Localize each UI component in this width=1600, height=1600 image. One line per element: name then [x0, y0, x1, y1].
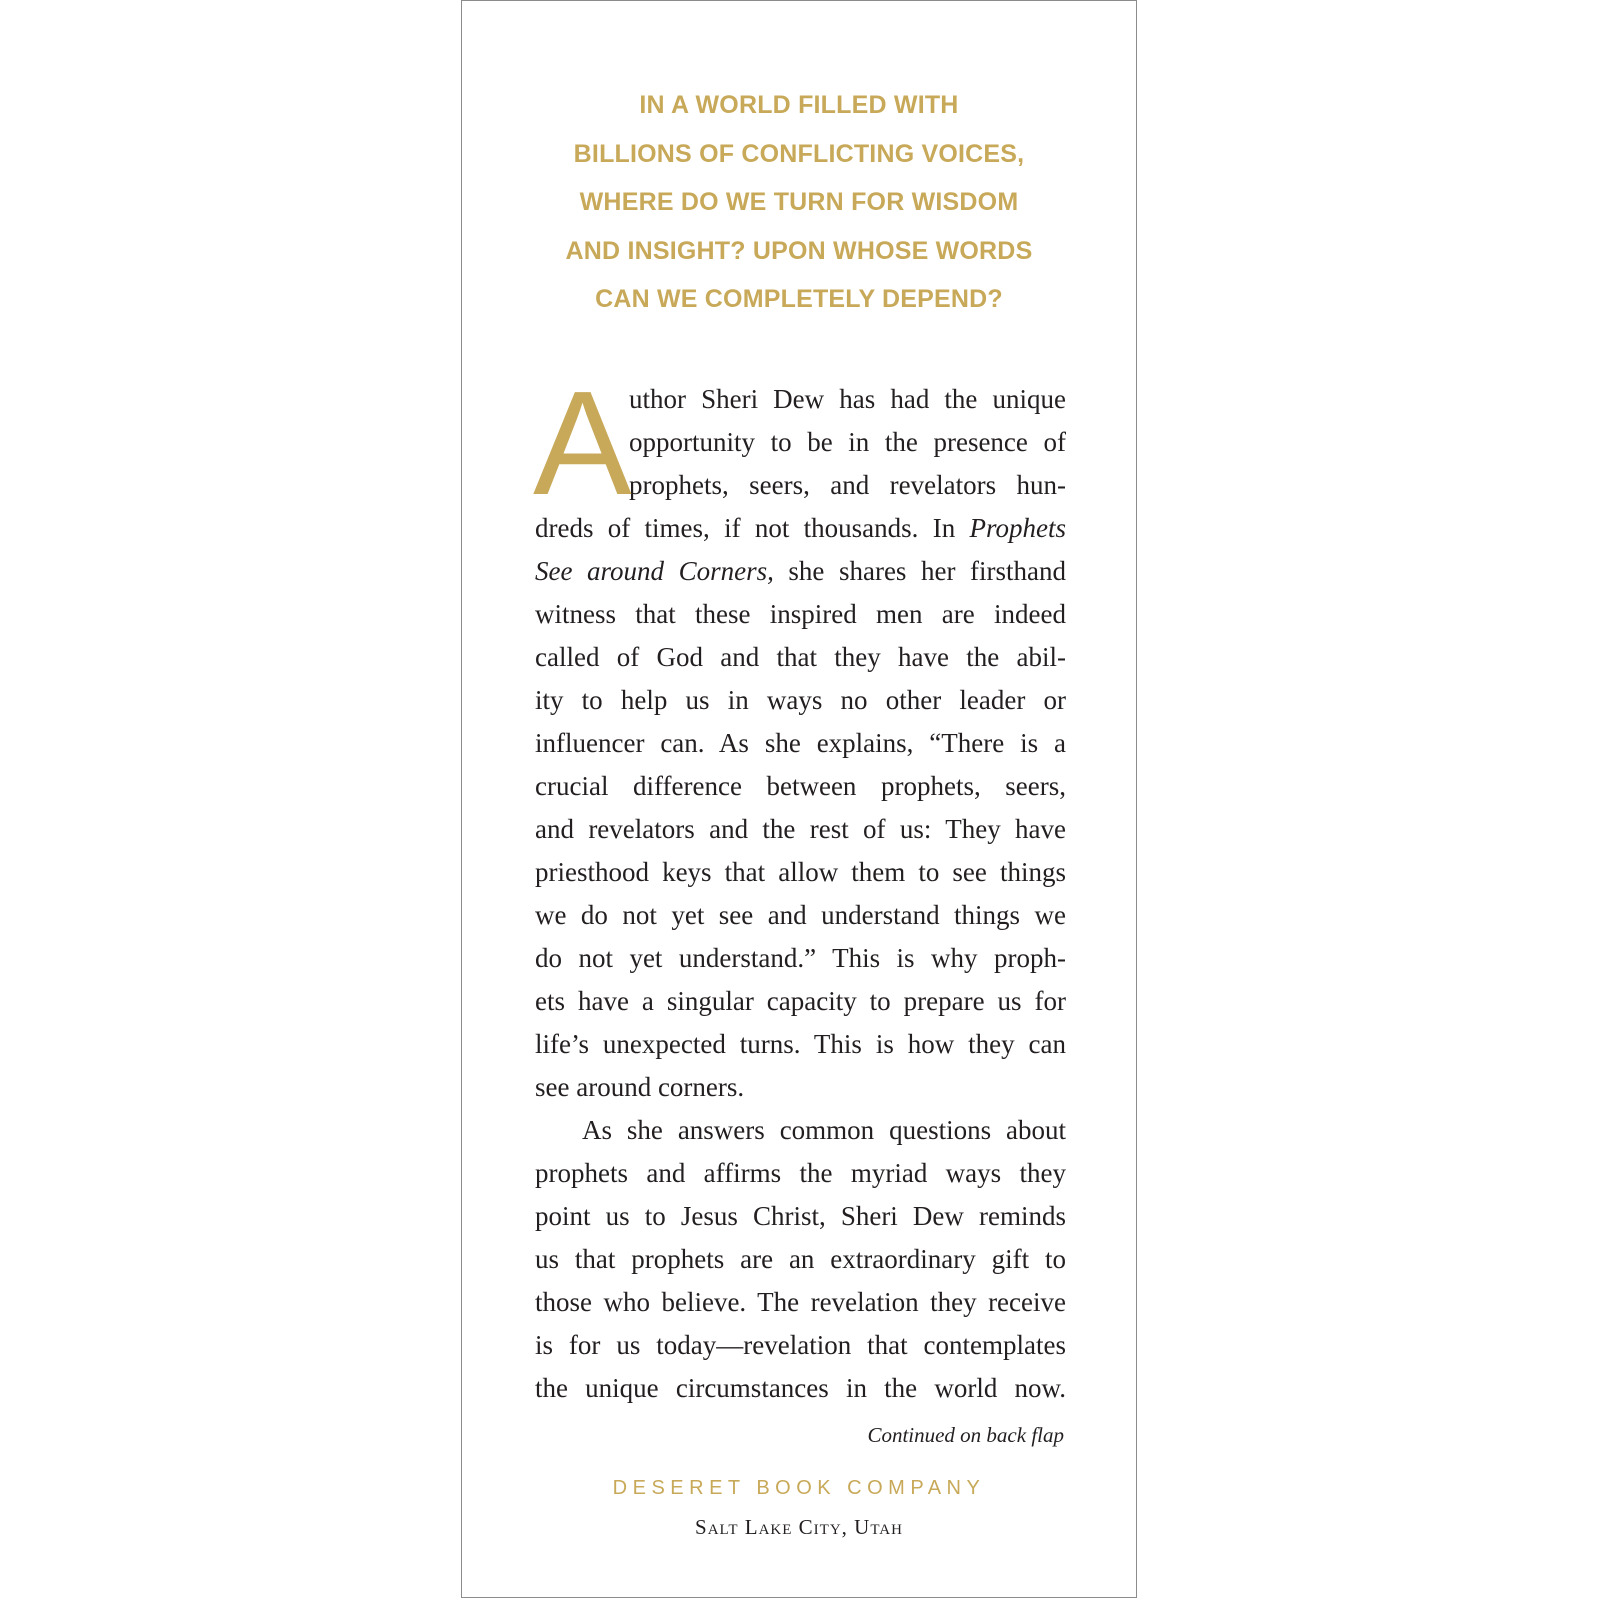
- publisher-city: Salt Lake City, Utah: [695, 1515, 903, 1539]
- body-line: called of God and that they have the abil-: [535, 642, 1066, 672]
- body-line: is for us today—revelation that contemplates: [535, 1330, 1066, 1360]
- body-line: crucial difference between prophets, seers,: [535, 771, 1066, 801]
- body-line: witness that these inspired men are indeed: [535, 599, 1066, 629]
- body-line: point us to Jesus Christ, Sheri Dew reminds: [535, 1201, 1066, 1231]
- body-line: uthor Sheri Dew has had the unique: [629, 384, 1066, 414]
- headline-line: AND INSIGHT? UPON WHOSE WORDS: [565, 236, 1033, 265]
- body-line: those who believe. The revelation they receive: [535, 1287, 1066, 1317]
- book-title: Prophets: [969, 513, 1066, 543]
- body-line: the unique circumstances in the world now.: [535, 1373, 1066, 1403]
- continued-note: Continued on back flap: [867, 1423, 1064, 1447]
- headline-line: BILLIONS OF CONFLICTING VOICES,: [573, 139, 1025, 168]
- headline-line: WHERE DO WE TURN FOR WISDOM: [579, 188, 1019, 216]
- body-line: prophets and affirms the myriad ways they: [535, 1158, 1066, 1188]
- body-line: life’s unexpected turns. This is how they can: [535, 1029, 1066, 1059]
- body-line: As she answers common questions about: [582, 1115, 1066, 1145]
- body-line: influencer can. As she explains, “There is a: [535, 728, 1066, 758]
- body-line: us that prophets are an extraordinary gift to: [535, 1244, 1066, 1274]
- body-line: we do not yet see and understand things we: [535, 900, 1066, 930]
- body-line: and revelators and the rest of us: They have: [535, 814, 1066, 844]
- headline-line: IN A WORLD FILLED WITH: [639, 91, 959, 119]
- body-line: ity to help us in ways no other leader or: [535, 685, 1066, 715]
- body-line: priesthood keys that allow them to see things: [535, 857, 1066, 887]
- book-flap: [461, 0, 1137, 1598]
- body-line: [535, 550, 1066, 593]
- body-line: prophets, seers, and revelators hun-: [629, 470, 1066, 500]
- publisher-name: DESERET BOOK COMPANY: [612, 1477, 986, 1499]
- book-title: See around Corners,: [535, 556, 774, 586]
- body-line: ets have a singular capacity to prepare us for: [535, 986, 1066, 1016]
- body-line: do not yet understand.” This is why proph-: [535, 943, 1066, 973]
- body-line: see around corners.: [535, 1072, 745, 1102]
- headline-line: CAN WE COMPLETELY DEPEND?: [595, 285, 1003, 313]
- body-text: [533, 361, 1067, 1410]
- drop-cap: A: [533, 361, 632, 526]
- headline: [462, 81, 1136, 324]
- body-line-text: dreds of times, if not thousands. In: [535, 513, 956, 543]
- body-line-text: she shares her firsthand: [788, 556, 1067, 586]
- body-line: opportunity to be in the presence of: [629, 427, 1066, 457]
